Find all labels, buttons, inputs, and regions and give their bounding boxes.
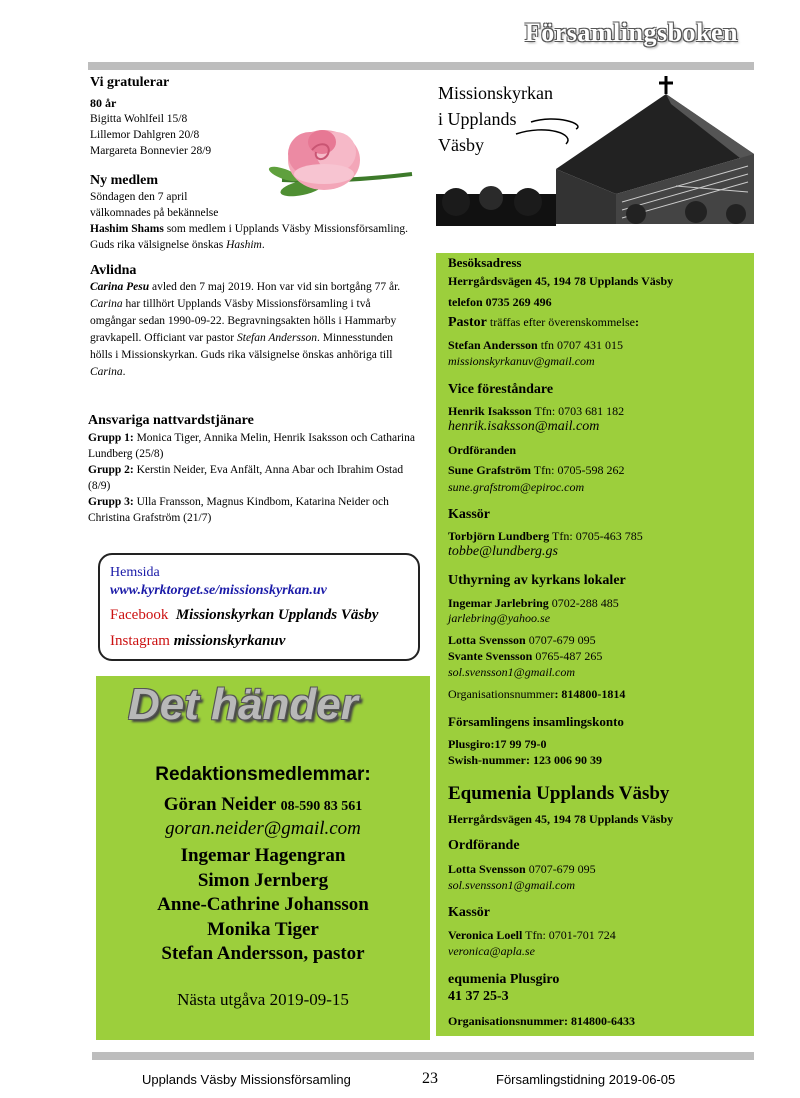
equmenia-chair-contact xyxy=(448,862,746,877)
communion-group xyxy=(88,462,418,494)
group-label: Grupp 3: xyxy=(88,496,134,508)
vice-name: Henrik Isaksson xyxy=(448,404,532,418)
equmenia-chair-name: Lotta Svensson xyxy=(448,862,526,876)
group-members: Ulla Fransson, Magnus Kindbom, Katarina Neider och Christina Grafström (21/7) xyxy=(88,496,389,524)
instagram-value: missionskyrkanuv xyxy=(173,633,286,649)
group-members: Monica Tiger, Annika Melin, Henrik Isaksson och Catharina Lundberg (25/8) xyxy=(88,432,415,460)
editor-email: goran.neider@gmail.com xyxy=(165,818,361,839)
editor-name: Ingemar Hagengran xyxy=(180,845,346,866)
rental-phone: 0765-487 265 xyxy=(532,649,603,663)
deceased-body: . Minnesstunden hölls i Missionskyrkan. Guds rika välsignelse önskas anhöriga till xyxy=(90,332,393,361)
new-member-text xyxy=(90,221,420,253)
new-member-title: Ny medlem xyxy=(90,173,159,188)
church-caption-line: Väsby xyxy=(438,135,484,155)
rental-name: Ingemar Jarlebring xyxy=(448,596,549,610)
pastor-phone: tfn 0707 431 015 xyxy=(537,338,624,352)
visit-heading: Besöksadress xyxy=(448,255,522,270)
chair-heading: Ordföranden xyxy=(448,443,517,457)
chair-phone: Tfn: 0705-598 262 xyxy=(531,463,625,477)
congrats-person: Bigitta Wohlfeil 15/8 xyxy=(90,113,188,125)
rental-contact xyxy=(448,649,746,664)
communion-group xyxy=(88,430,418,462)
header-divider xyxy=(88,62,754,70)
social-links-box xyxy=(98,553,420,661)
contact-panel xyxy=(436,253,754,1036)
new-member-section xyxy=(90,172,420,253)
footer-divider xyxy=(92,1052,754,1060)
congrats-title: Vi gratulerar xyxy=(90,75,170,90)
deceased-section xyxy=(90,262,415,381)
deceased-name: Carina Pesu xyxy=(90,281,150,293)
visit-address: Herrgårdsvägen 45, 194 78 Upplands Väsby xyxy=(448,274,674,288)
fund-heading: Församlingens insamlingskonto xyxy=(448,714,624,729)
communion-section xyxy=(88,412,418,526)
church-caption-line: Missionskyrkan xyxy=(438,83,554,103)
deceased-name-italic: Carina xyxy=(90,298,123,310)
treasurer-heading: Kassör xyxy=(448,507,490,522)
equmenia-plusgiro-value: 41 37 25-3 xyxy=(448,989,509,1004)
instagram-label: Instagram xyxy=(110,633,170,649)
pastor-heading: Pastor xyxy=(448,315,487,330)
org-number-value: : 814800-1814 xyxy=(554,687,626,701)
page-header-title: Församlingsboken xyxy=(524,18,738,47)
editor-name: Göran Neider xyxy=(163,794,276,815)
rental-name: Svante Svensson xyxy=(448,649,533,663)
equmenia-org-number: Organisationsnummer: 814800-6433 xyxy=(448,1014,635,1028)
editor-name: Anne-Cathrine Johansson xyxy=(157,894,369,915)
swish: Swish-nummer: 123 006 90 39 xyxy=(448,753,603,767)
editorial-box xyxy=(96,676,430,1040)
treasurer-email[interactable]: tobbe@lundberg.gs xyxy=(448,544,558,559)
group-label: Grupp 1: xyxy=(88,432,134,444)
facebook-row[interactable] xyxy=(110,607,378,624)
congrats-person: Margareta Bonnevier 28/9 xyxy=(90,145,212,157)
deceased-text xyxy=(90,279,415,381)
equmenia-treasurer-contact xyxy=(448,928,746,943)
treasurer-name: Torbjörn Lundberg xyxy=(448,529,550,543)
rental-contact xyxy=(448,596,746,611)
page-number: 23 xyxy=(422,1070,438,1087)
new-member-name-italic: Hashim xyxy=(226,239,262,251)
homepage-label: Hemsida xyxy=(110,565,160,580)
new-member-line: välkomnades på bekännelse xyxy=(90,207,219,219)
deceased-body: avled den 7 maj 2019. Hon var vid sin bortgång 77 år. xyxy=(149,281,401,293)
equmenia-chair-heading: Ordförande xyxy=(448,838,520,853)
editor-phone: 08-590 83 561 xyxy=(280,799,363,814)
equmenia-plusgiro-heading: equmenia Plusgiro xyxy=(448,972,560,987)
plusgiro: Plusgiro:17 99 79-0 xyxy=(448,737,547,751)
chair-name: Sune Grafström xyxy=(448,463,531,477)
equmenia-treasurer-email[interactable]: veronica@apla.se xyxy=(448,944,535,958)
rental-phone: 0702-288 485 xyxy=(548,596,619,610)
equmenia-address: Herrgårdsvägen 45, 194 78 Upplands Väsby xyxy=(448,812,674,826)
facebook-value: Missionskyrkan Upplands Väsby xyxy=(175,607,379,623)
congrats-person: Lillemor Dahlgren 20/8 xyxy=(90,129,200,141)
editorial-title: Det händer xyxy=(128,680,358,729)
vice-phone: Tfn: 0703 681 182 xyxy=(531,404,625,418)
rental-email[interactable]: sol.svensson1@gmail.com xyxy=(448,665,576,679)
pastor-email[interactable]: missionskyrkanuv@gmail.com xyxy=(448,354,595,368)
equmenia-title: Equmenia Upplands Väsby xyxy=(448,783,670,804)
pastor-contact xyxy=(448,338,746,353)
new-member-body: som medlem i Upplands Väsby Missionsförsamling. Guds rika välsignelse önskas xyxy=(90,223,408,251)
communion-group xyxy=(88,494,418,526)
editor-name: Stefan Andersson, pastor xyxy=(161,943,365,964)
new-member-end: . xyxy=(261,239,265,251)
rental-email[interactable]: jarlebring@yahoo.se xyxy=(448,611,551,625)
deceased-title: Avlidna xyxy=(90,263,137,278)
rental-name: Lotta Svensson xyxy=(448,633,526,647)
congrats-age: 80 år xyxy=(90,96,117,110)
pastor-note: träffas efter överenskommelse xyxy=(486,315,635,329)
equmenia-treasurer-name: Veronica Loell xyxy=(448,928,523,942)
pastor-colon: : xyxy=(634,315,639,329)
deceased-end: . xyxy=(122,366,126,378)
church-illustration xyxy=(436,74,754,226)
editor-list xyxy=(96,844,430,967)
new-member-line: Söndagen den 7 april xyxy=(90,191,188,203)
deceased-body: har tillhört Upplands Väsby Missionsförsamling i två omgångar sedan 1990-09-22. Begravningsakten hölls i Hammarby gravkapell. Officiant var pastor xyxy=(90,298,397,344)
editor-name: Simon Jernberg xyxy=(197,869,329,891)
vice-heading: Vice föreståndare xyxy=(448,382,554,397)
footer-right: Församlingstidning 2019-06-05 xyxy=(496,1072,676,1087)
rental-phone: 0707-679 095 xyxy=(525,633,596,647)
treasurer-contact xyxy=(448,529,746,544)
instagram-row[interactable] xyxy=(110,633,285,650)
editorial-subtitle: Redaktionsmedlemmar: xyxy=(155,764,371,785)
equmenia-treasurer-heading: Kassör xyxy=(448,905,490,920)
church-caption-line: i Upplands xyxy=(438,109,517,129)
rental-heading: Uthyrning av kyrkans lokaler xyxy=(448,573,626,588)
deceased-name-italic: Carina xyxy=(90,366,123,378)
group-label: Grupp 2: xyxy=(88,464,134,476)
org-number-label: Organisationsnummer xyxy=(448,687,555,701)
group-members: Kerstin Neider, Eva Anfält, Anna Abar och Ibrahim Ostad (8/9) xyxy=(88,464,404,492)
chair-email[interactable]: sune.grafstrom@epiroc.com xyxy=(448,480,585,494)
communion-title: Ansvariga nattvardstjänare xyxy=(88,413,254,428)
footer-left: Upplands Väsby Missionsförsamling xyxy=(142,1072,351,1087)
homepage-link[interactable]: www.kyrktorget.se/missionskyrkan.uv xyxy=(110,583,327,598)
equmenia-chair-email[interactable]: sol.svensson1@gmail.com xyxy=(448,878,576,892)
treasurer-phone: Tfn: 0705-463 785 xyxy=(549,529,643,543)
facebook-label: Facebook xyxy=(110,607,169,623)
church-phone: telefon 0735 269 496 xyxy=(448,295,552,309)
editor-name: Monika Tiger xyxy=(207,918,319,940)
deceased-pastor: Stefan Andersson xyxy=(237,332,317,344)
next-issue: Nästa utgåva 2019-09-15 xyxy=(177,990,349,1009)
org-number-row xyxy=(448,687,746,702)
church-caption xyxy=(438,80,553,158)
vice-contact xyxy=(448,404,746,419)
pastor-row xyxy=(448,315,746,331)
new-member-name: Hashim Shams xyxy=(90,223,164,235)
editor-row xyxy=(96,794,430,816)
equmenia-treasurer-phone: Tfn: 0701-701 724 xyxy=(522,928,616,942)
equmenia-chair-phone: 0707-679 095 xyxy=(525,862,596,876)
chair-contact xyxy=(448,463,746,478)
pastor-name: Stefan Andersson xyxy=(448,338,538,352)
vice-email[interactable]: henrik.isaksson@mail.com xyxy=(448,419,600,434)
rental-contact xyxy=(448,633,746,648)
